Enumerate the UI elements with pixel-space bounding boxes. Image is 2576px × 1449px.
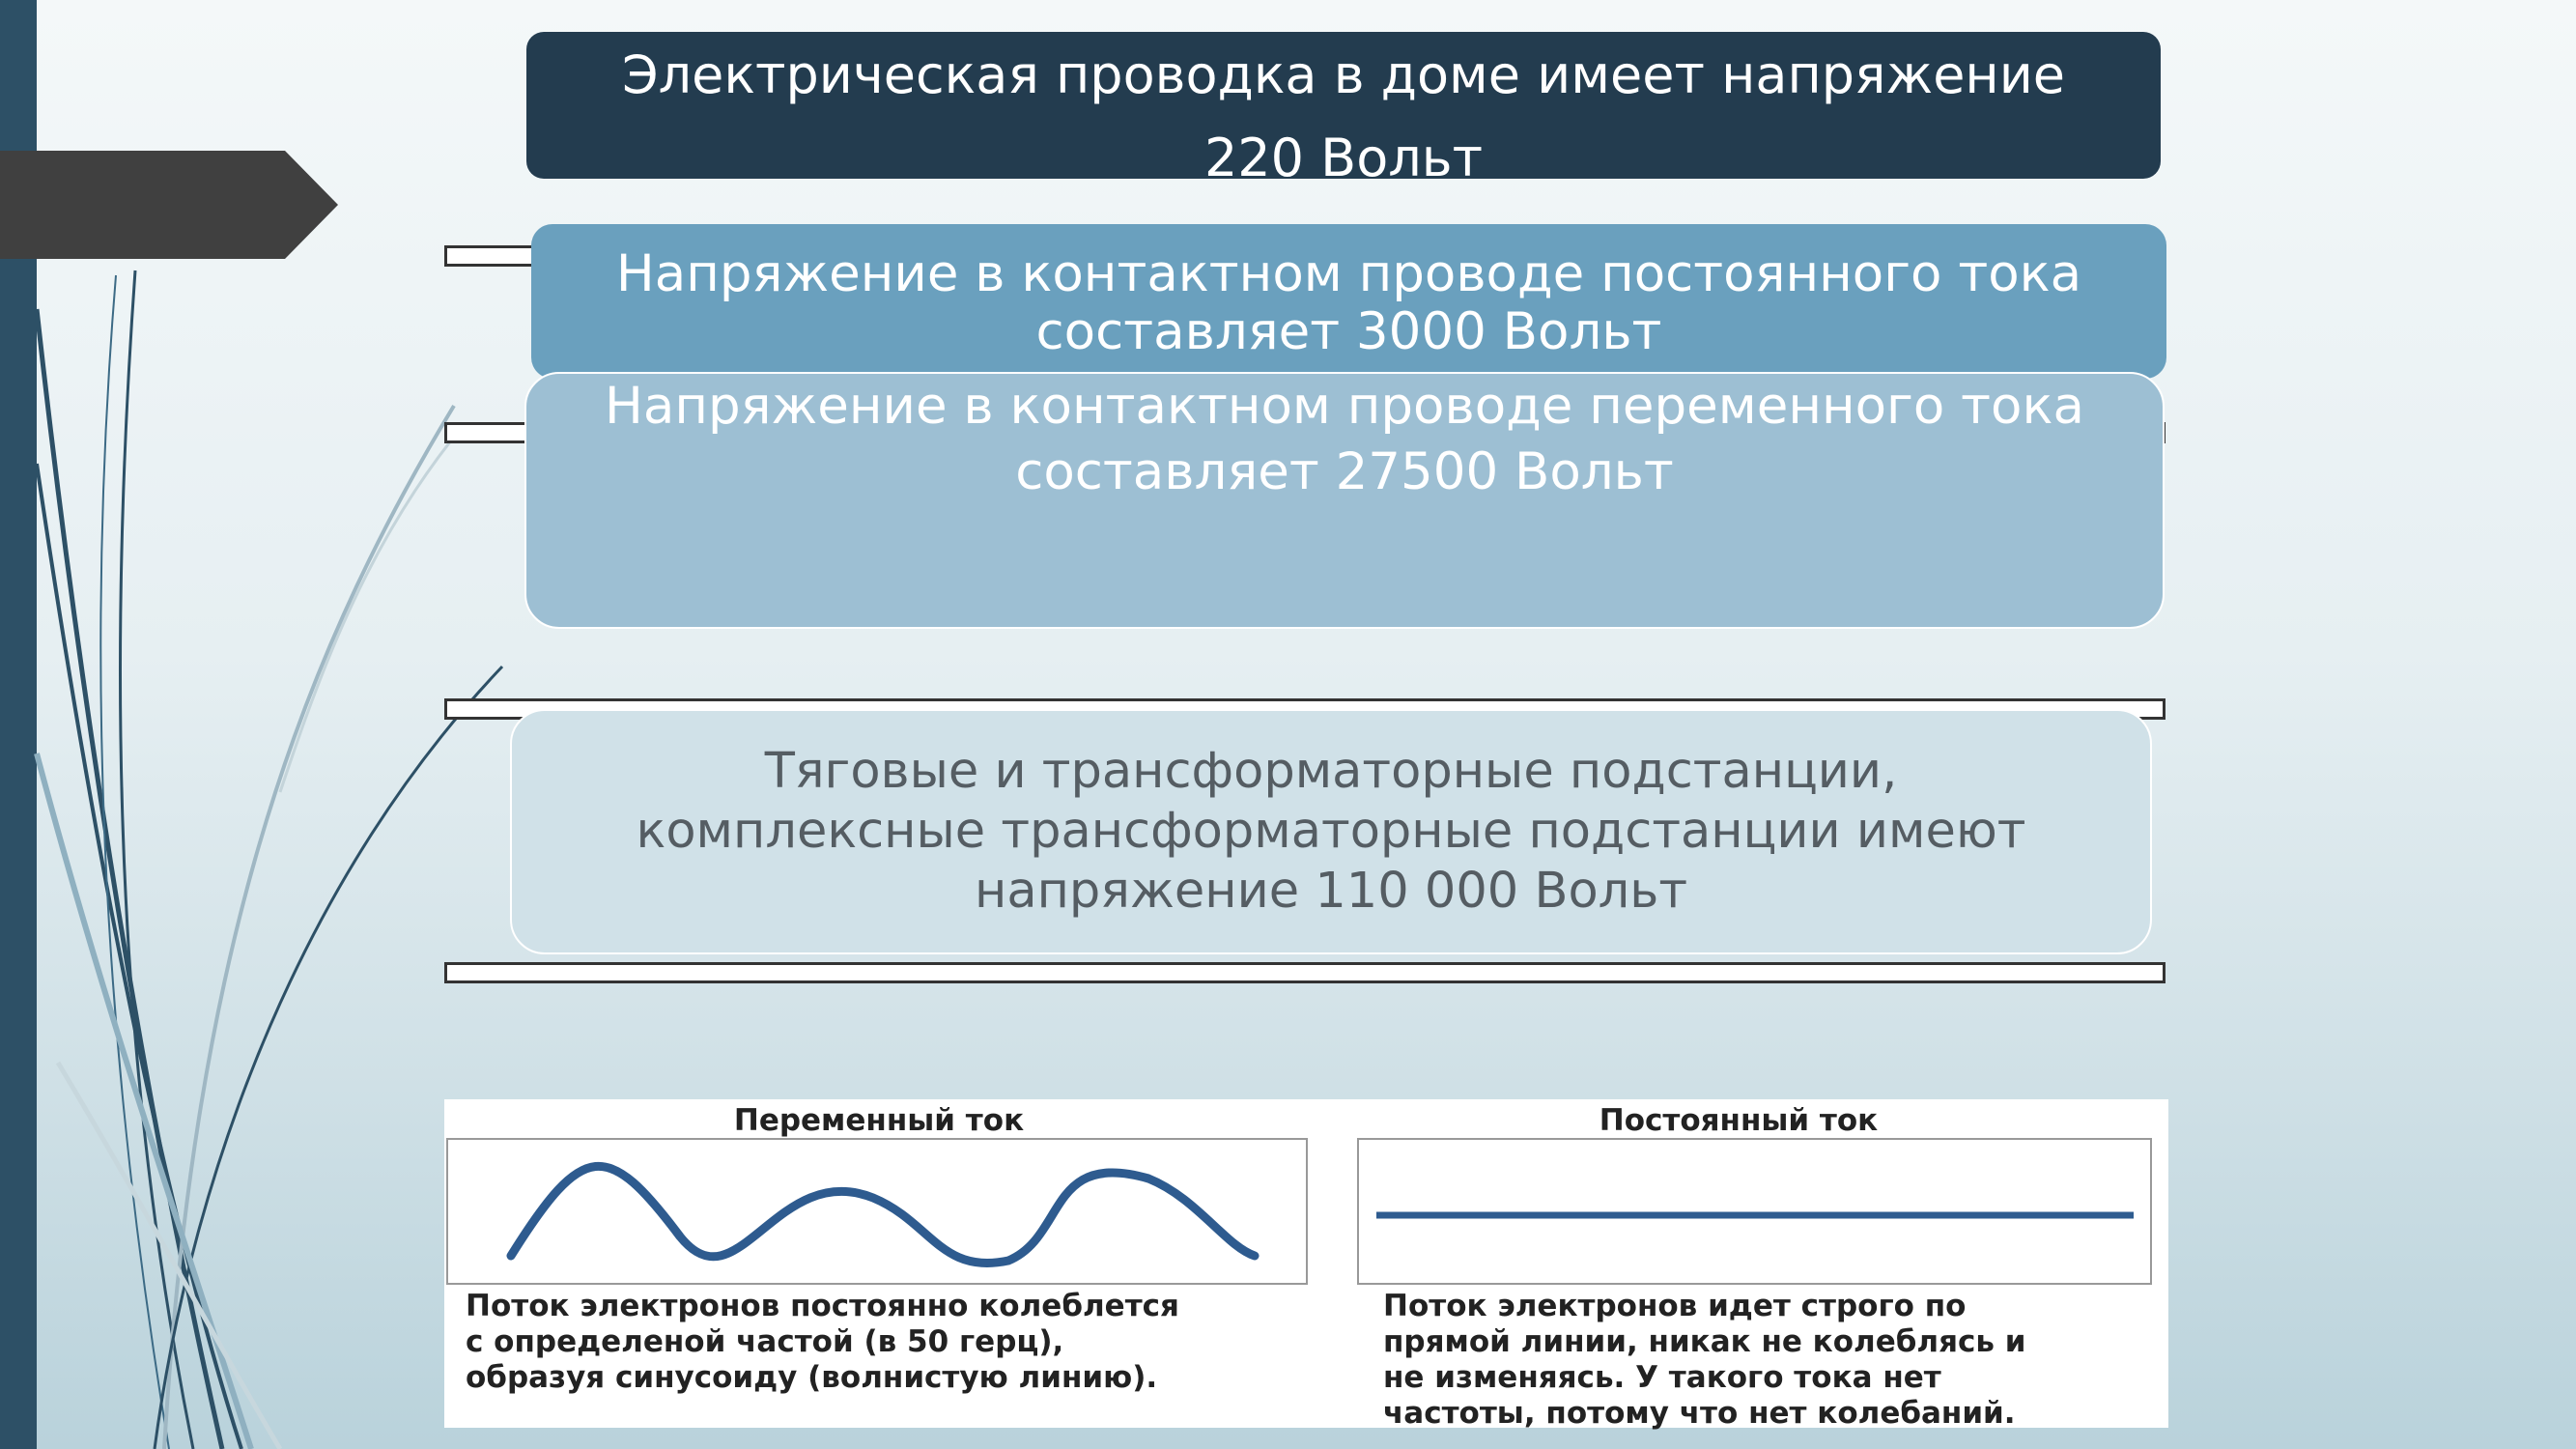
dc-straight-line <box>1359 1140 2150 1283</box>
box4-line-1: Тяговые и трансформаторные подстанции, <box>764 743 1898 800</box>
dc-plot <box>1357 1138 2152 1285</box>
arrow-tag-shape <box>0 151 338 259</box>
ac-sine-wave <box>448 1140 1306 1283</box>
outline-bar-4 <box>444 962 2166 983</box>
dc-desc-line-3: не изменяясь. У такого тока нет <box>1383 1360 1941 1395</box>
box-dc-contact-wire-voltage <box>531 224 2166 379</box>
ac-plot <box>446 1138 1308 1285</box>
box-house-wiring-voltage <box>526 32 2161 188</box>
box1-line-1: Электрическая проводка в доме имеет напряжение <box>621 44 2066 105</box>
box2-line-1: Напряжение в контактном проводе постоянного тока <box>615 244 2082 303</box>
box-substation-voltage <box>510 709 2152 954</box>
box4-line-2: комплексные трансформаторные подстанции имеют <box>636 803 2026 860</box>
ac-title: Переменный ток <box>733 1103 1025 1138</box>
dc-desc-line-2: прямой линии, никак не колеблясь и <box>1383 1324 2026 1359</box>
dc-title: Постоянный ток <box>1599 1103 1879 1138</box>
dc-desc-line-1: Поток электронов идет строго по <box>1383 1289 1967 1323</box>
box3-line-1: Напряжение в контактном проводе переменного тока <box>605 377 2084 436</box>
dc-desc-line-4: частоты, потому что нет колебаний. <box>1383 1396 2016 1431</box>
box3-line-2: составляет 27500 Вольт <box>1015 442 1674 501</box>
box-ac-contact-wire-voltage <box>524 372 2165 629</box>
ac-desc-line-3: образуя синусоиду (волнистую линию). <box>466 1360 1158 1395</box>
ac-desc-line-1: Поток электронов постоянно колеблется <box>466 1289 1179 1323</box>
dc-description <box>1383 1289 2026 1432</box>
box2-line-2: составляет 3000 Вольт <box>1035 302 1662 361</box>
box1-line-2: 220 Вольт <box>1203 128 1484 188</box>
ac-desc-line-2: с определеной частой (в 50 герц), <box>466 1324 1064 1359</box>
box4-line-3: напряжение 110 000 Вольт <box>974 863 1688 920</box>
ac-description <box>466 1289 1179 1396</box>
current-comparison-figure <box>444 1099 2168 1431</box>
